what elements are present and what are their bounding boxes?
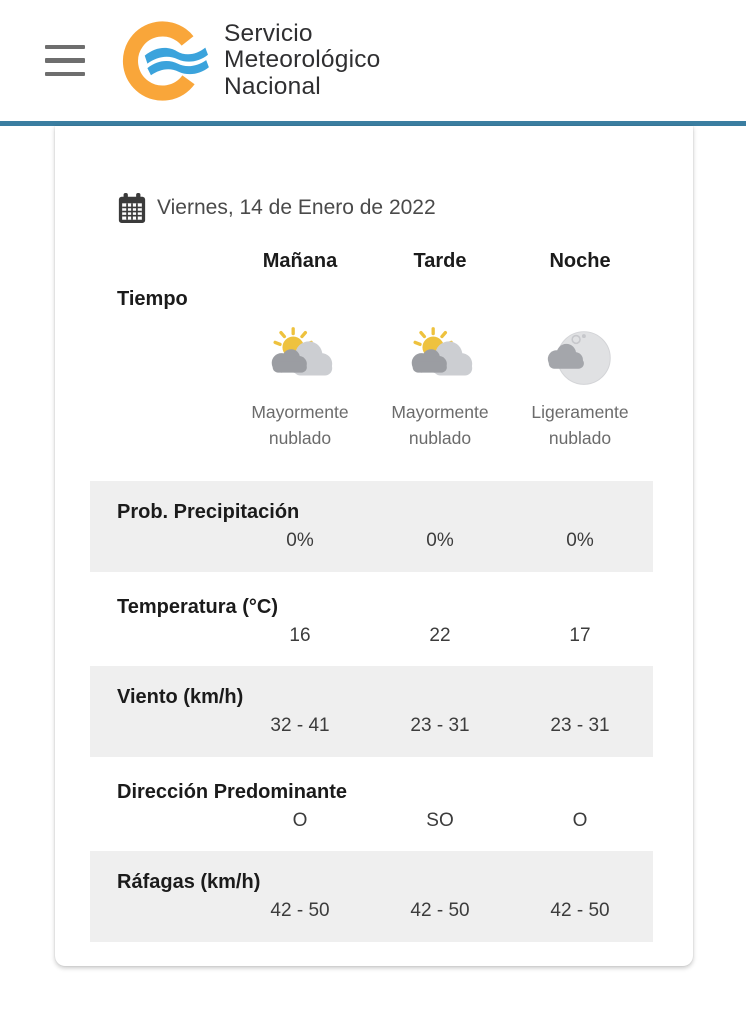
- row-gusts: [90, 851, 653, 942]
- sun-behind-clouds-icon: [230, 323, 370, 393]
- period-header-manana: Mañana: [262, 250, 338, 272]
- moon-behind-cloud-icon: [510, 323, 650, 393]
- row-label-direction: Dirección Predominante: [117, 781, 348, 803]
- hamburger-menu-icon[interactable]: [45, 45, 85, 77]
- period-header-noche: Noche: [549, 250, 611, 272]
- condition-tarde: Mayormente nublado: [391, 402, 489, 448]
- row-temperature: [55, 572, 693, 666]
- temperature-manana: 16: [289, 625, 311, 646]
- forecast-card: [55, 126, 693, 966]
- direction-tarde: SO: [426, 810, 454, 831]
- logo-line-1: Servicio: [224, 19, 313, 47]
- gusts-noche: 42 - 50: [550, 900, 610, 921]
- condition-manana: Mayormente nublado: [251, 402, 349, 448]
- weather-conditions-row: [230, 399, 693, 451]
- gusts-tarde: 42 - 50: [410, 900, 470, 921]
- precipitation-noche: 0%: [566, 530, 594, 551]
- precipitation-tarde: 0%: [426, 530, 454, 551]
- row-label-precipitation: Prob. Precipitación: [117, 501, 300, 523]
- logo-line-2: Meteorológico: [224, 46, 381, 74]
- period-header-tarde: Tarde: [413, 250, 467, 272]
- condition-noche: Ligeramente nublado: [531, 402, 629, 448]
- wind-manana: 32 - 41: [270, 715, 330, 736]
- period-header-row: [230, 250, 693, 273]
- row-label-gusts: Ráfagas (km/h): [117, 871, 261, 893]
- temperature-noche: 17: [569, 625, 591, 646]
- row-direction: [55, 757, 693, 851]
- smn-logo-wordmark: [224, 21, 381, 101]
- weather-icons-row: [230, 323, 693, 393]
- app-header: [0, 0, 746, 121]
- calendar-icon: [117, 192, 147, 224]
- row-label-weather: Tiempo: [117, 288, 188, 310]
- direction-noche: O: [572, 810, 588, 831]
- row-label-temperature: Temperatura (°C): [117, 596, 278, 618]
- precipitation-manana: 0%: [286, 530, 314, 551]
- row-wind: [90, 666, 653, 757]
- direction-manana: O: [292, 810, 308, 831]
- row-precipitation: [90, 481, 653, 572]
- logo-line-3: Nacional: [224, 72, 321, 100]
- sun-behind-clouds-icon: [370, 323, 510, 393]
- smn-logo[interactable]: [118, 9, 381, 113]
- gusts-manana: 42 - 50: [270, 900, 330, 921]
- smn-logo-icon: [118, 9, 216, 113]
- temperature-tarde: 22: [429, 625, 451, 646]
- wind-noche: 23 - 31: [550, 715, 610, 736]
- row-label-wind: Viento (km/h): [117, 686, 244, 708]
- wind-tarde: 23 - 31: [410, 715, 470, 736]
- date-row: [117, 192, 693, 224]
- forecast-date: Viernes, 14 de Enero de 2022: [157, 196, 436, 219]
